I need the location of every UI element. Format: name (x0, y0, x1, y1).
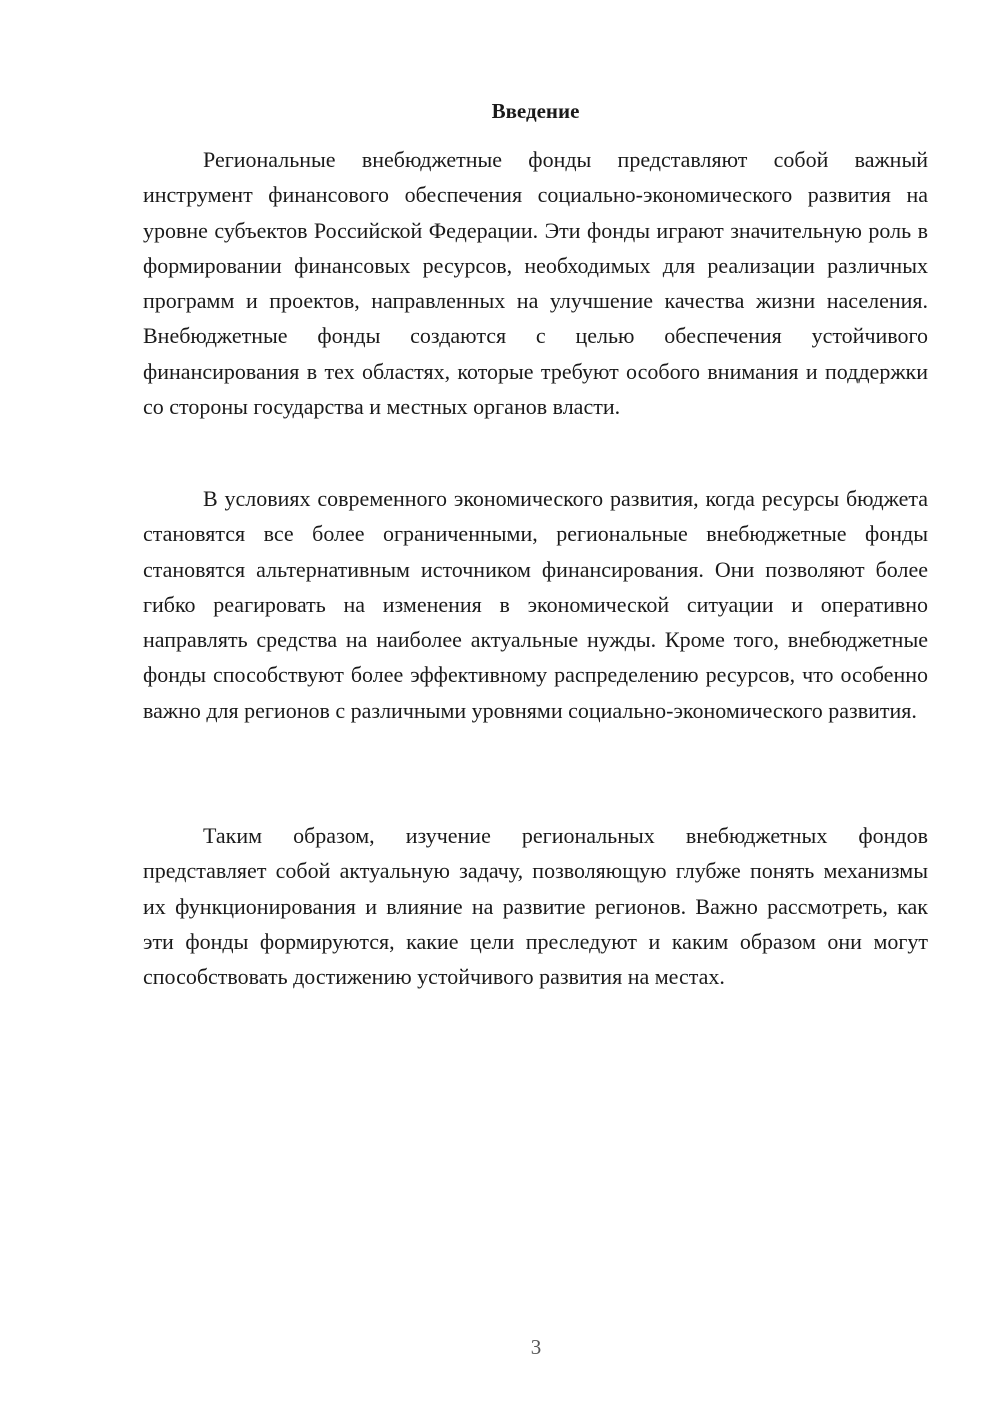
section-heading: Введение (491, 99, 580, 123)
page-number: 3 (530, 1335, 542, 1359)
paragraph-2: В условиях современного экономического развития, когда ресурсы бюджета становятся все более ограниченными, региональные внебюджетные фонды становятся альтернативным источником финансирования. Они позволяют более гибко реагировать на изменения в экономической ситуации и оперативно направлять средства на наиболее актуальные нужды. Кроме того, внебюджетные фонды способствуют более эффективному распределению ресурсов, что особенно важно для регионов с различными уровнями социально-экономического развития. (143, 486, 928, 723)
paragraph-3: Таким образом, изучение региональных внебюджетных фондов представляет собой актуальную задачу, позволяющую глубже понять механизмы их функционирования и влияние на развитие регионов. Важно рассмотреть, как эти фонды формируются, какие цели преследуют и каким образом они могут способствовать достижению устойчивого развития на местах. (143, 823, 928, 990)
paragraph-1: Региональные внебюджетные фонды представляют собой важный инструмент финансового обеспечения социально-экономического развития на уровне субъектов Российской Федерации. Эти фонды играют значительную роль в формировании финансовых ресурсов, необходимых для реализации различных программ и проектов, направленных на улучшение качества жизни населения. Внебюджетные фонды создаются с целью обеспечения устойчивого финансирования в тех областях, которые требуют особого внимания и поддержки со стороны государства и местных органов власти. (143, 147, 928, 420)
